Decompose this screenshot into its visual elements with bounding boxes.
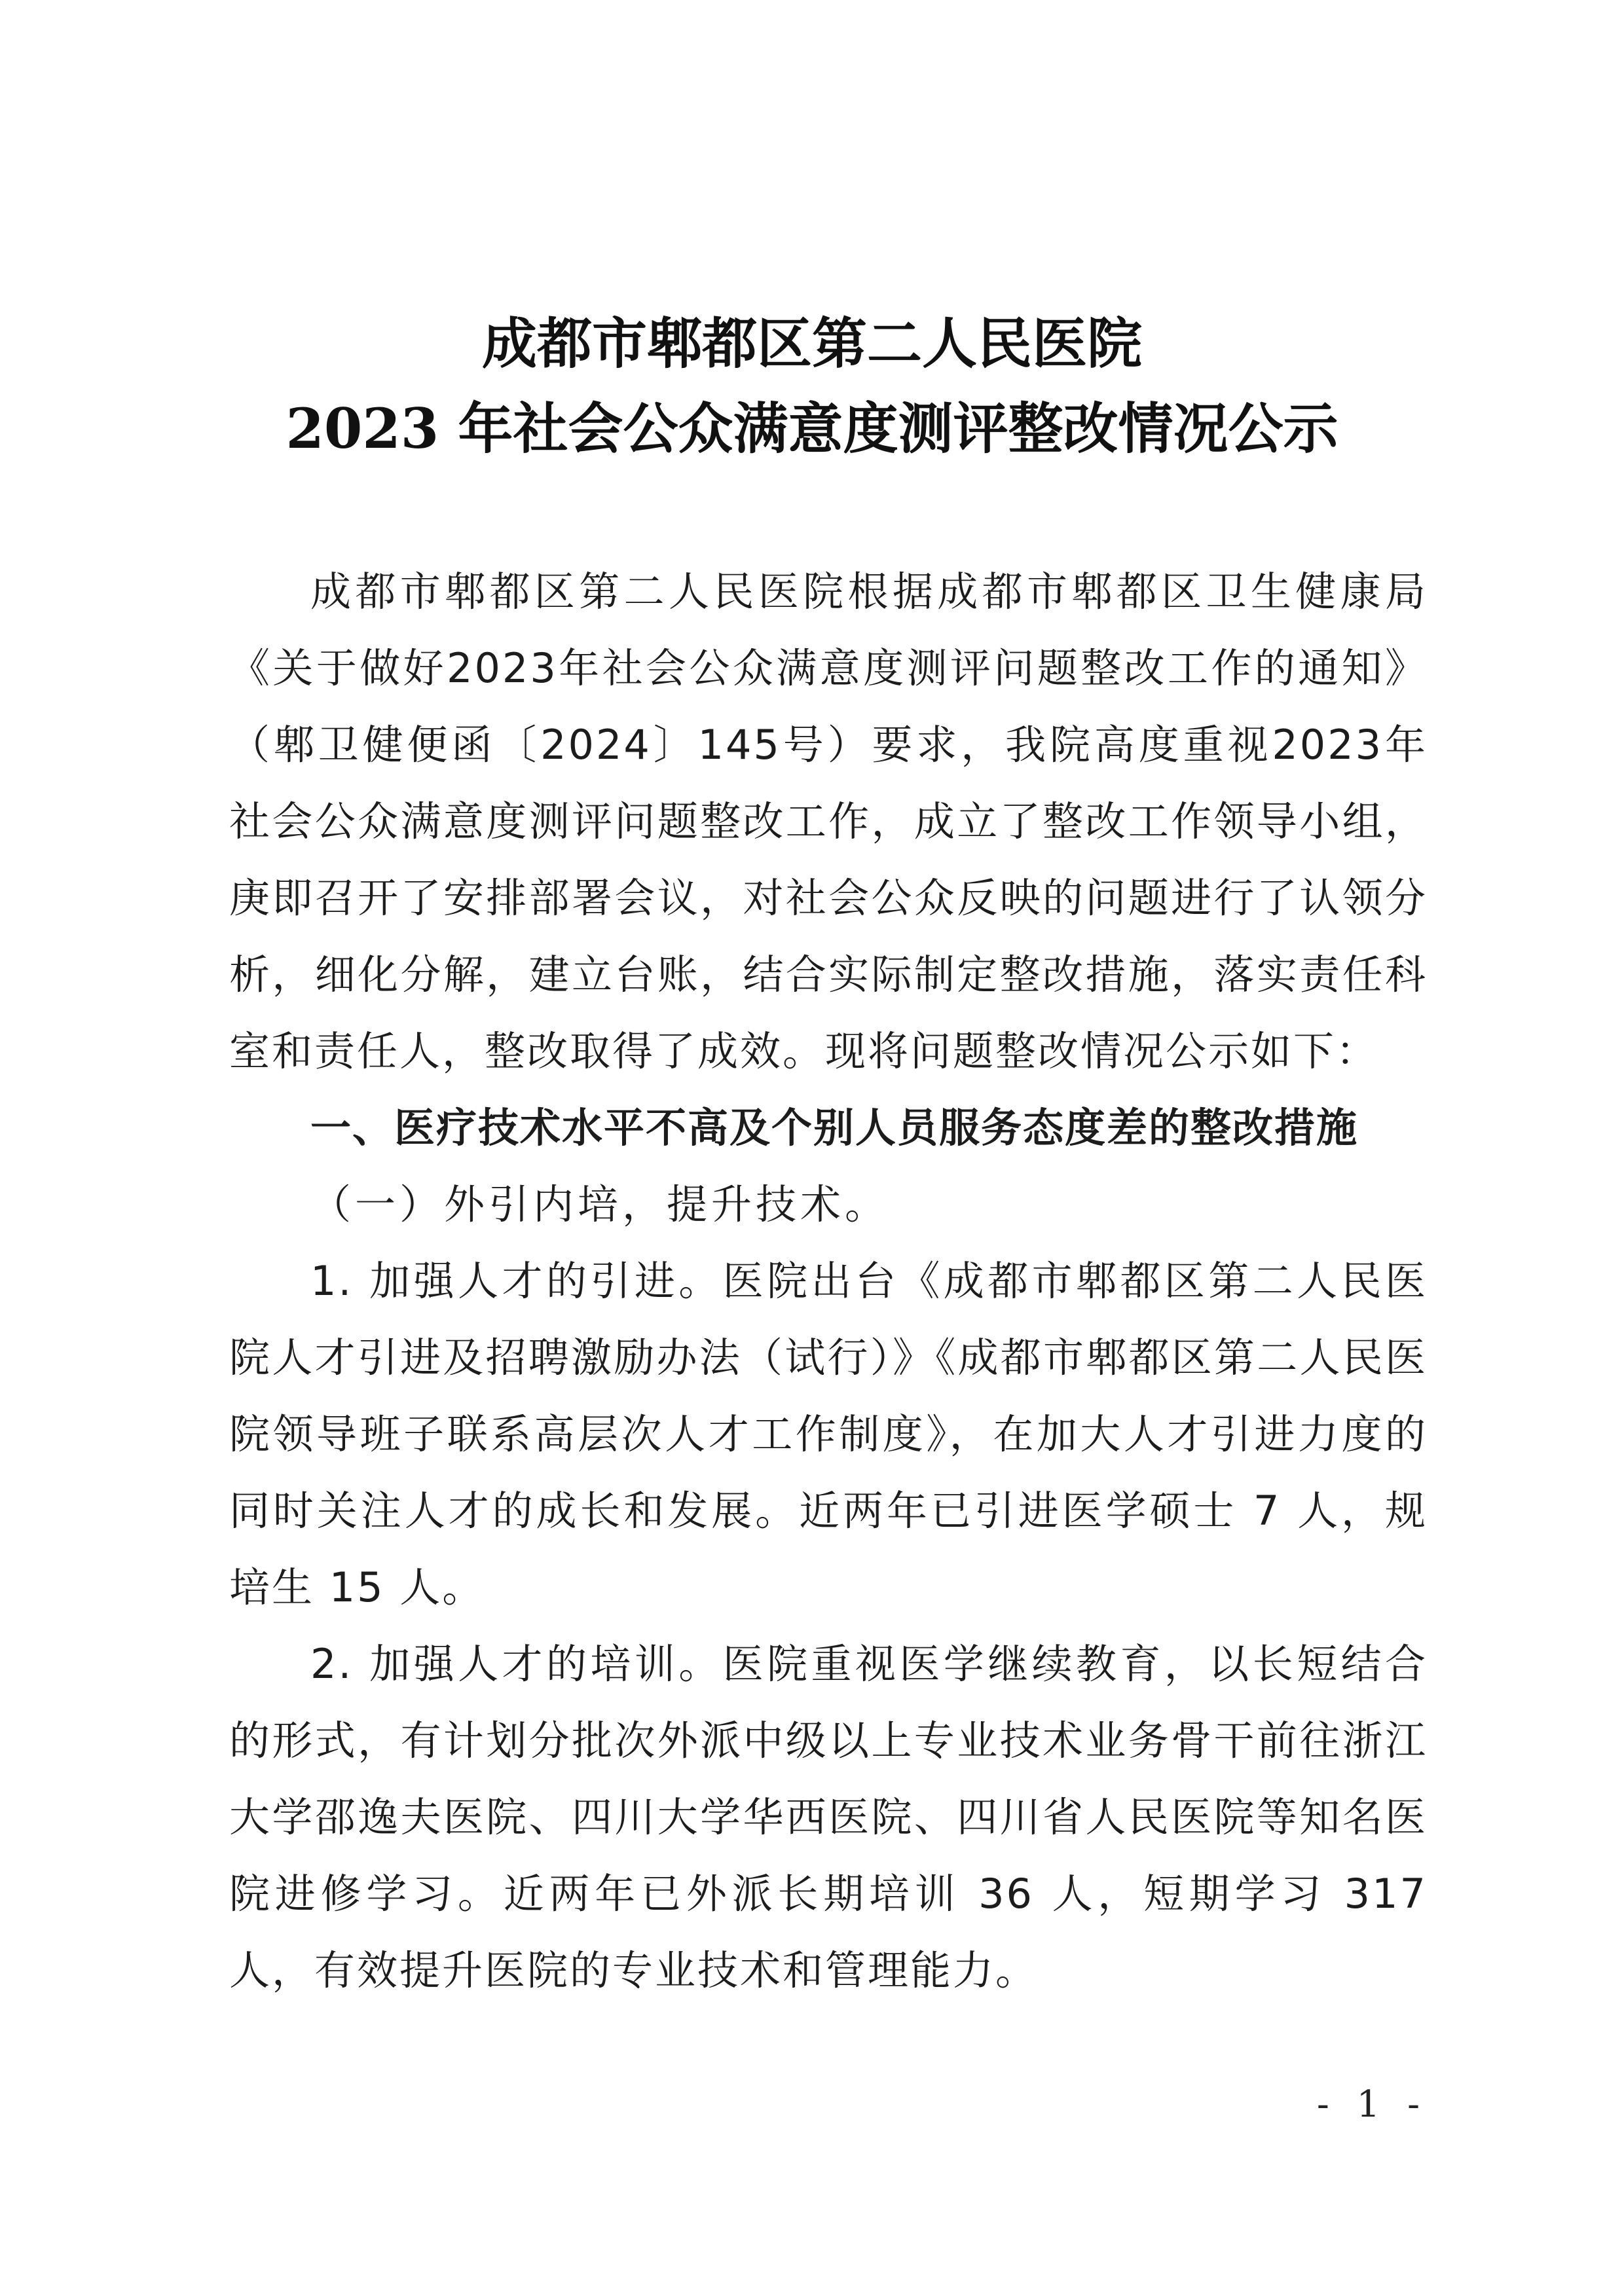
item-paragraph-2: 2. 加强人才的培训。医院重视医学继续教育，以长短结合的形式，有计划分批次外派中级以上专业技术业务骨干前往浙江大学邵逸夫医院、四川大学华西医院、四川省人民医院等知名医院进修学习。近两年已外派长期培训 36 人，短期学习 317 人，有效提升医院的专业技术和管理能力。 xyxy=(229,1640,1428,1994)
intro-paragraph: 成都市郫都区第二人民医院根据成都市郫都区卫生健康局《关于做好2023年社会公众满意度测评问题整改工作的通知》（郫卫健便函〔2024〕145号）要求，我院高度重视2023年社会公众满意度测评问题整改工作，成立了整改工作领导小组，庚即召开了安排部署会议，对社会公众反映的问题进行了认领分析，细化分解，建立台账，结合实际制定整改措施，落实责任科室和责任人，整改取得了成效。现将问题整改情况公示如下： xyxy=(229,568,1428,1075)
page-number: - 1 - xyxy=(1316,2083,1428,2126)
document-body xyxy=(229,553,1428,2009)
section-heading-1: 一、医疗技术水平不高及个别人员服务态度差的整改措施 xyxy=(310,1104,1359,1152)
document-title-line-1: 成都市郫都区第二人民医院 xyxy=(481,311,1142,376)
item-paragraph-1: 1. 加强人才的引进。医院出台《成都市郫都区第二人民医院人才引进及招聘激励办法（试行）》《成都市郫都区第二人民医院领导班子联系高层次人才工作制度》，在加大人才引进力度的同时关注人才的成长和发展。近两年已引进医学硕士 7 人，规培生 15 人。 xyxy=(229,1257,1428,1611)
document-title-line-2: 2023 年社会公众满意度测评整改情况公示 xyxy=(286,396,1338,461)
subsection-heading-1: （一）外引内培，提升技术。 xyxy=(310,1180,890,1228)
